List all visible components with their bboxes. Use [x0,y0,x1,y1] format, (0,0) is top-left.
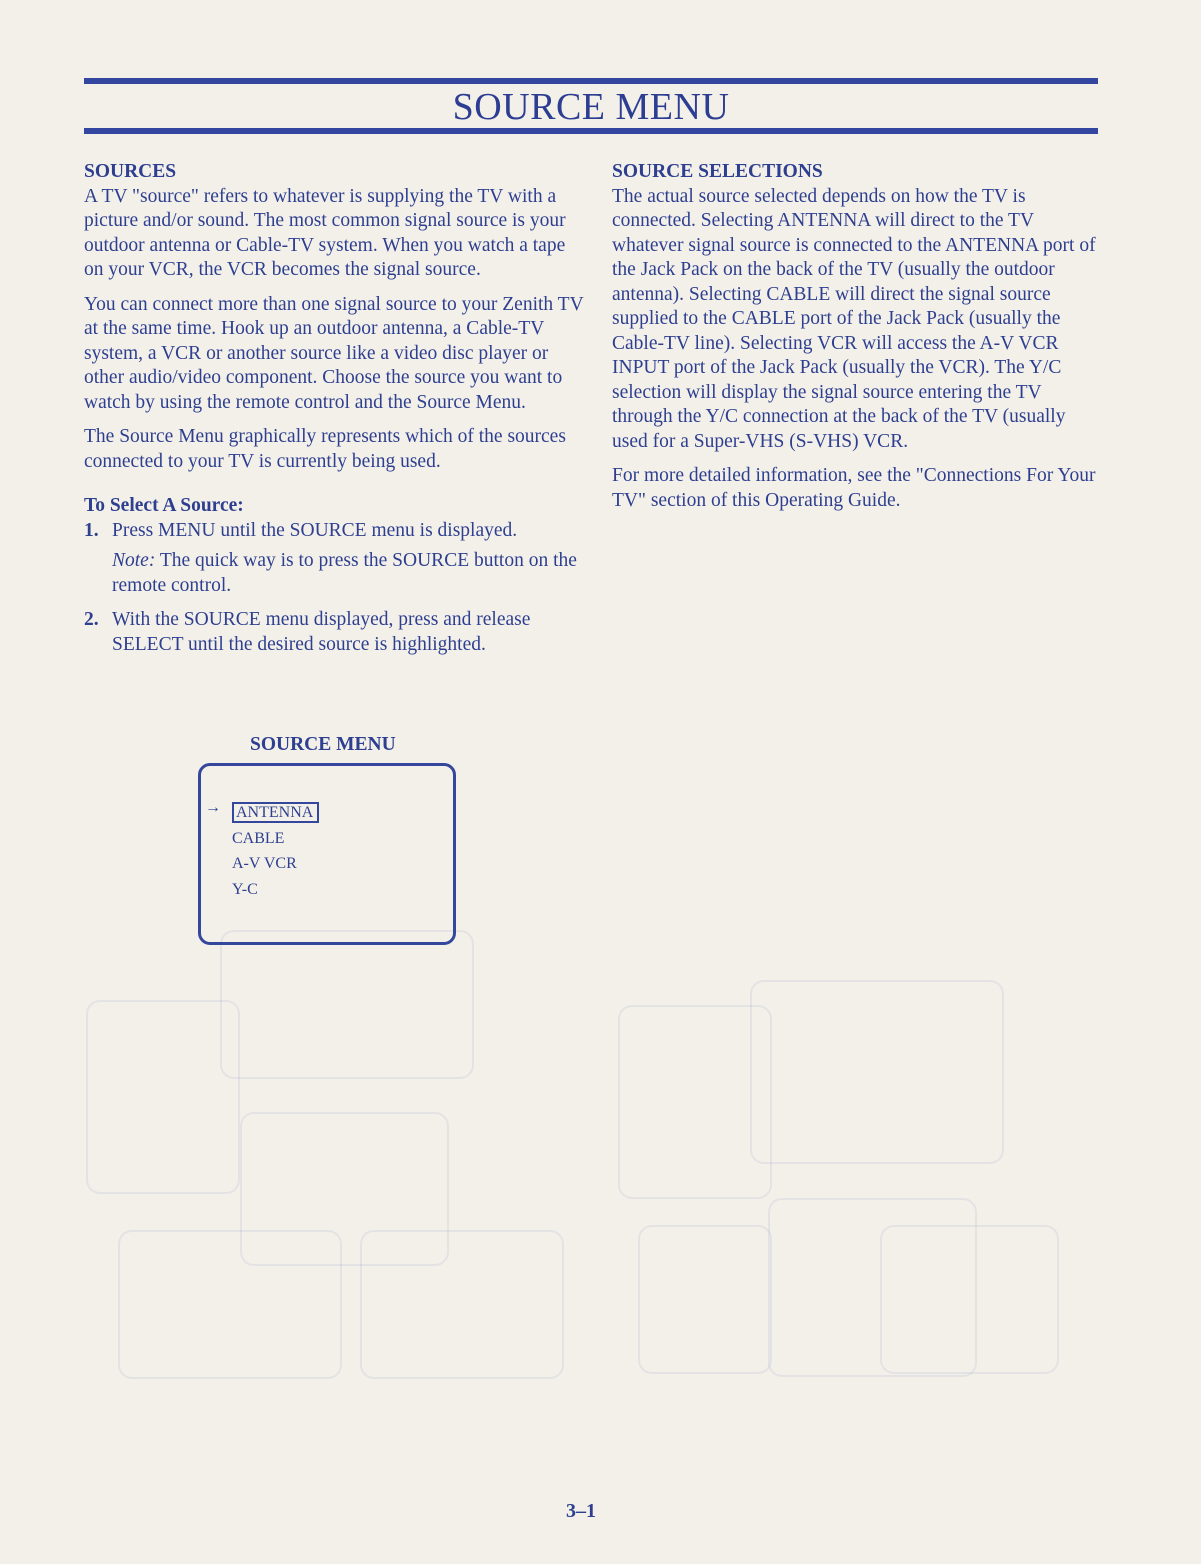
diagram-title: SOURCE MENU [250,734,396,755]
page-number: 3–1 [566,1500,596,1522]
show-through-shape [638,1225,772,1374]
title-rule-bottom [84,128,1098,134]
menu-item-cable: CABLE [232,829,285,847]
menu-item-av-vcr: A-V VCR [232,855,297,872]
menu-item-antenna: ANTENNA [232,800,319,826]
right-column [612,160,1102,523]
section-heading-sources: SOURCES [84,161,177,182]
note-label: Note: [112,550,156,571]
step-1 [84,519,584,544]
note-text: The quick way is to press the SOURCE button on the remote control. [112,550,577,596]
paragraph: The actual source selected depends on how the TV is connected. Selecting ANTENNA will direct to the TV whatever signal source is connected to the ANTENNA port of the Jack Pack on the back of the TV (usually the outdoor antenna). Selecting CABLE will direct the signal source supplied to the CABLE port of the Jack Pack (usually the Cable-TV line). Selecting VCR will access the A-V VCR INPUT port of the Jack Pack (usually the VCR). The Y/C selection will display the signal source entering the TV through the Y/C connection at the back of the TV (usually used for a Super-VHS (S-VHS) VCR. [612,185,1096,452]
selection-arrow-icon: → [205,799,221,816]
source-menu-list [232,800,319,902]
show-through-shape [360,1230,564,1379]
step-number: 1. [84,519,99,541]
step-number: 2. [84,609,99,630]
menu-item-yc: Y-C [232,880,258,898]
paragraph: A TV "source" refers to whatever is supplying the TV with a picture and/or sound. The most common signal source is your outdoor antenna or Cable-TV system. When you watch a tape on your VCR, the VCR becomes the signal source. [84,185,566,280]
show-through-shape [618,1005,772,1199]
show-through-shape [750,980,1004,1164]
instructions-heading: To Select A Source: [84,495,244,516]
note [84,549,584,598]
show-through-shape [220,930,474,1079]
paragraph: For more detailed information, see the "Connections For Your TV" section of this Operating Guide. [612,465,1096,511]
show-through-shape [86,1000,240,1194]
show-through-shape [118,1230,342,1379]
step-2 [84,608,584,657]
page-title: SOURCE MENU [452,86,730,128]
step-text: With the SOURCE menu displayed, press and release SELECT until the desired source is highlighted. [112,609,531,655]
paragraph: You can connect more than one signal source to your Zenith TV at the same time. Hook up an outdoor antenna, a Cable-TV system, a VCR or another source like a video disc player or other audio/video component. Choose the source you want to watch by using the remote control and the Source Menu. [84,293,584,413]
section-heading-source-selections: SOURCE SELECTIONS [612,161,823,182]
show-through-shape [880,1225,1059,1374]
title-rule-top [84,78,1098,84]
left-column [84,160,584,663]
step-text: Press MENU until the SOURCE menu is displayed. [112,519,518,541]
paragraph: The Source Menu graphically represents which of the sources connected to your TV is currently being used. [84,426,566,472]
